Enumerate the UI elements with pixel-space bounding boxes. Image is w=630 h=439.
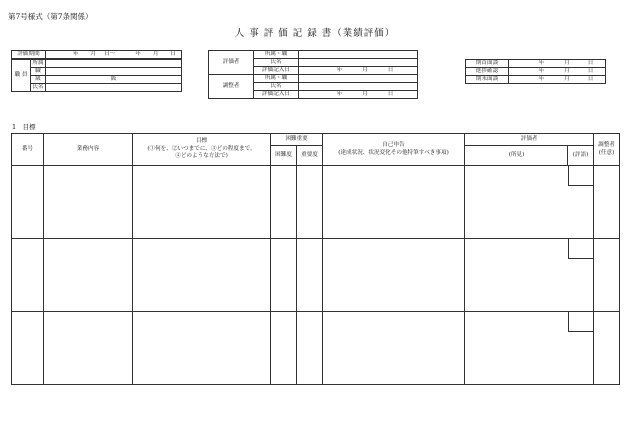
header-evaluator: 評価者 <box>465 134 594 146</box>
staff-row-label: 所属 <box>32 59 44 66</box>
staff-info-table <box>11 50 182 59</box>
header-work-content: 業務内容 <box>44 134 133 166</box>
importance-cell[interactable] <box>297 239 323 312</box>
interview-table <box>465 59 606 84</box>
evaluator-row-label: 氏名 <box>254 59 299 67</box>
section-heading: 1 目標 <box>12 123 36 131</box>
adjuster-affiliation-field[interactable] <box>299 75 418 83</box>
rating-box[interactable] <box>568 166 593 186</box>
evaluator-adjuster-table <box>208 50 418 99</box>
interview-label: 期首面談 <box>466 60 509 68</box>
header-goal: 目標 (①何を、②いつまでに、③どの程度まで、 ④どのような方法で) <box>133 134 271 166</box>
form-number-label: 第7号様式（第7条関係） <box>8 12 93 21</box>
evaluator-opinion-cell[interactable] <box>465 166 594 239</box>
staff-name-field[interactable] <box>46 84 182 92</box>
self-report-cell[interactable] <box>323 166 465 239</box>
rating-box[interactable] <box>568 239 593 259</box>
table-row <box>12 239 620 312</box>
number-cell[interactable] <box>12 312 44 385</box>
goal-cell[interactable] <box>133 312 271 385</box>
adjuster-row-label: 所属・職 <box>254 75 299 83</box>
table-row <box>12 312 620 385</box>
evaluator-affiliation-field[interactable] <box>299 51 418 59</box>
goals-table <box>11 133 620 385</box>
staff-position-field[interactable] <box>46 68 182 76</box>
header-number: 番号 <box>12 134 44 166</box>
staff-table <box>11 59 182 92</box>
goal-cell[interactable] <box>133 239 271 312</box>
staff-row-label: 級 <box>31 76 46 84</box>
adjuster-cell[interactable] <box>594 166 620 239</box>
document-title: 人 事 評 価 記 録 書（業績評価） <box>234 28 396 39</box>
evaluator-date-field[interactable]: 年 月 日 <box>299 67 418 75</box>
adjuster-row-label: 氏名 <box>254 83 299 91</box>
importance-cell[interactable] <box>297 166 323 239</box>
work-content-cell[interactable] <box>44 312 133 385</box>
self-report-cell[interactable] <box>323 312 465 385</box>
staff-row-label: 職 <box>31 68 46 76</box>
self-report-cell[interactable] <box>323 239 465 312</box>
period-range[interactable]: 年 月 日～ 年 月 日 <box>46 51 182 59</box>
work-content-cell[interactable] <box>44 239 133 312</box>
evaluator-row-label: 所属・職 <box>254 51 299 59</box>
header-adjuster: 調整者 (任意) <box>594 134 620 166</box>
difficulty-cell[interactable] <box>271 239 297 312</box>
table-row <box>12 166 620 239</box>
header-rating: (評語) <box>567 146 593 165</box>
importance-cell[interactable] <box>297 312 323 385</box>
evaluator-label: 評価者 <box>209 51 254 75</box>
adjuster-cell[interactable] <box>594 239 620 312</box>
header-self-report: 自己申告 (達成状況、状況変化その他特筆すべき事項) <box>323 134 465 166</box>
number-cell[interactable] <box>12 166 44 239</box>
staff-affiliation-field[interactable] <box>46 60 182 68</box>
adjuster-row-label: 評価記入日 <box>254 91 299 99</box>
interview-date-field[interactable]: 年 月 日 <box>509 76 606 84</box>
adjuster-label: 調整者 <box>209 75 254 99</box>
difficulty-cell[interactable] <box>271 312 297 385</box>
work-content-cell[interactable] <box>44 166 133 239</box>
difficulty-cell[interactable] <box>271 166 297 239</box>
header-evaluator-sub <box>465 146 594 166</box>
adjuster-name-field[interactable] <box>299 83 418 91</box>
interview-label: 進捗確認 <box>466 68 509 76</box>
staff-label: 職 員 <box>12 60 31 92</box>
header-difficulty-importance: 困難重要 <box>271 134 323 146</box>
staff-grade-field[interactable] <box>46 76 182 84</box>
header-opinion: (所見) <box>508 152 525 158</box>
staff-row-label: 氏名 <box>32 83 44 90</box>
grade-suffix: 級 <box>110 75 117 82</box>
evaluator-row-label: 評価記入日 <box>254 67 299 75</box>
evaluator-name-field[interactable] <box>299 59 418 67</box>
evaluator-opinion-cell[interactable] <box>465 312 594 385</box>
header-difficulty: 困難度 <box>271 146 297 166</box>
number-cell[interactable] <box>12 239 44 312</box>
goal-cell[interactable] <box>133 166 271 239</box>
period-label: 評価期間 <box>12 51 46 59</box>
adjuster-cell[interactable] <box>594 312 620 385</box>
interview-date-field[interactable]: 年 月 日 <box>509 68 606 76</box>
rating-box[interactable] <box>568 312 593 332</box>
interview-label: 期末面談 <box>466 76 509 84</box>
evaluator-opinion-cell[interactable] <box>465 239 594 312</box>
header-importance: 重要度 <box>297 146 323 166</box>
interview-date-field[interactable]: 年 月 日 <box>509 60 606 68</box>
adjuster-date-field[interactable]: 年 月 日 <box>299 91 418 99</box>
